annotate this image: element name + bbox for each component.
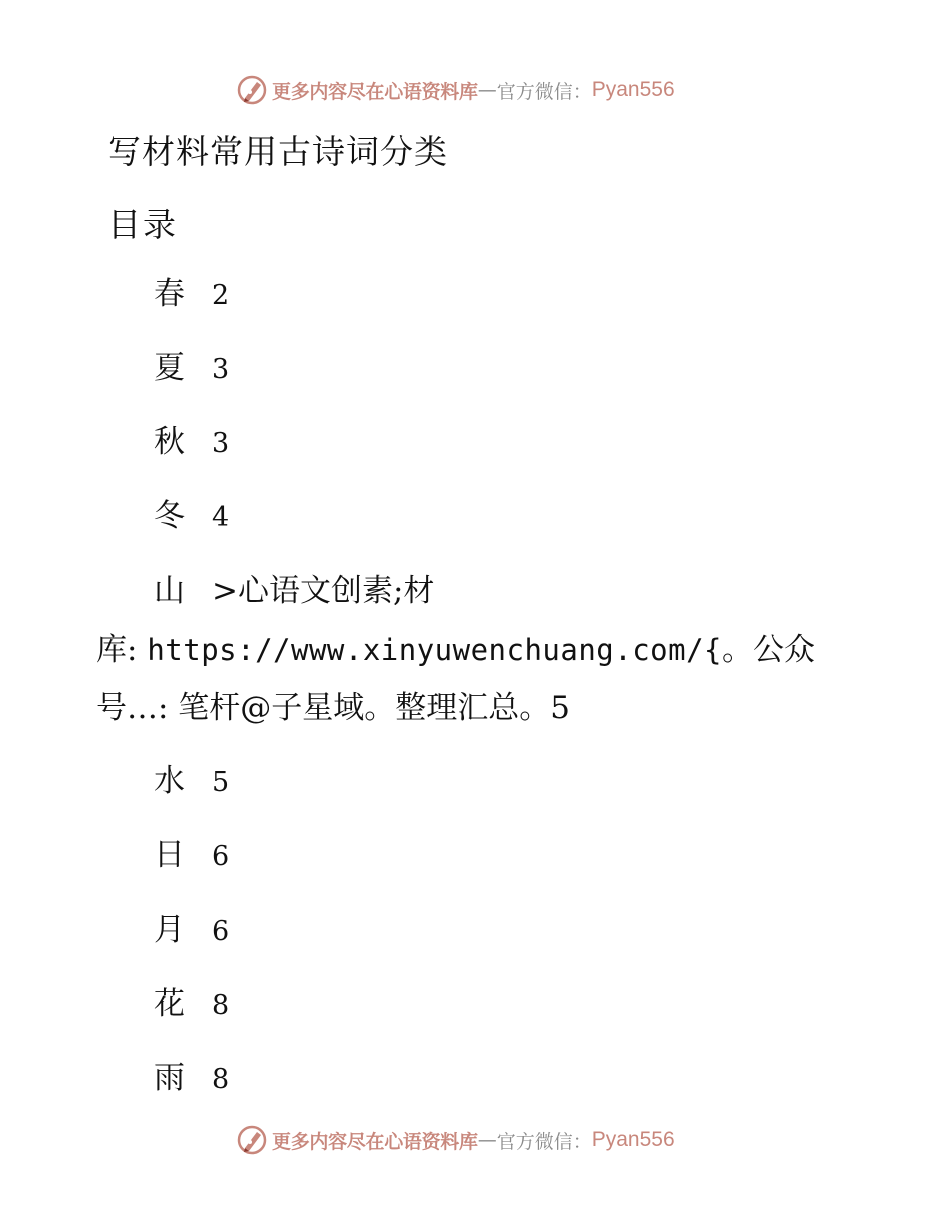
wrapped-suffix: 。公众 [722,632,816,668]
toc-entry-label: 春 [154,276,185,312]
toc-entry-page: 8 [212,990,230,1021]
toc-entry[interactable] [154,422,229,462]
banner-wechat-id: Pyan556 [591,1128,675,1151]
toc-entry[interactable] [154,274,229,314]
toc-entry-page: 5 [212,767,230,798]
pen-logo-icon [236,74,268,106]
banner-brand-text: 更多内容尽在心语资料库 [272,80,478,103]
toc-wrapped-line-2: 号…: 笔杆@子星域。整理汇总。5 [96,690,571,726]
toc-entry[interactable] [154,910,229,950]
toc-entry-label: 花 [154,986,185,1022]
banner-wechat-id: Pyan556 [591,78,675,101]
footer-banner [236,1122,675,1158]
banner-separator: — [477,1129,497,1151]
toc-entry-label: 日 [154,837,185,873]
document-title: 写材料常用古诗词分类 [108,132,448,171]
banner-wechat-label: 官方微信： [496,1130,592,1153]
toc-entry-page: 4 [212,502,230,533]
banner-separator: — [477,79,497,101]
toc-entry-page: 6 [212,841,230,872]
toc-entry-page: 2 [212,280,230,311]
toc-entry-label: 秋 [154,424,185,460]
toc-entry-label: 山 [154,573,185,609]
toc-entry-page: 6 [212,916,230,947]
pen-logo-icon [236,1124,268,1156]
toc-heading: 目录 [108,205,178,244]
toc-wrapped-line-1 [96,630,856,670]
toc-entry[interactable] [154,571,434,611]
header-banner [236,72,675,108]
toc-entry[interactable] [154,496,229,536]
toc-entry-page: 3 [212,428,230,459]
toc-entry-label: 夏 [154,350,185,386]
wrapped-url-link[interactable]: https://www.xinyuwenchuang.com/{ [147,633,723,667]
toc-entry-page: 3 [212,354,230,385]
toc-entry[interactable] [154,761,229,801]
toc-entry-page: 8 [212,1064,230,1095]
wrapped-prefix: 库: [96,632,148,668]
toc-entry-label: 雨 [154,1060,185,1096]
toc-entry-label: 水 [154,763,185,799]
toc-entry[interactable] [154,984,229,1024]
toc-entry[interactable] [154,348,229,388]
toc-entry-label: 月 [154,912,185,948]
toc-entry-label: 冬 [154,498,185,534]
banner-wechat-label: 官方微信： [496,80,592,103]
toc-entry-page: >心语文创素;材 [212,573,435,609]
toc-entry[interactable] [154,1058,229,1098]
banner-brand-text: 更多内容尽在心语资料库 [272,1130,478,1153]
toc-entry[interactable] [154,835,229,875]
